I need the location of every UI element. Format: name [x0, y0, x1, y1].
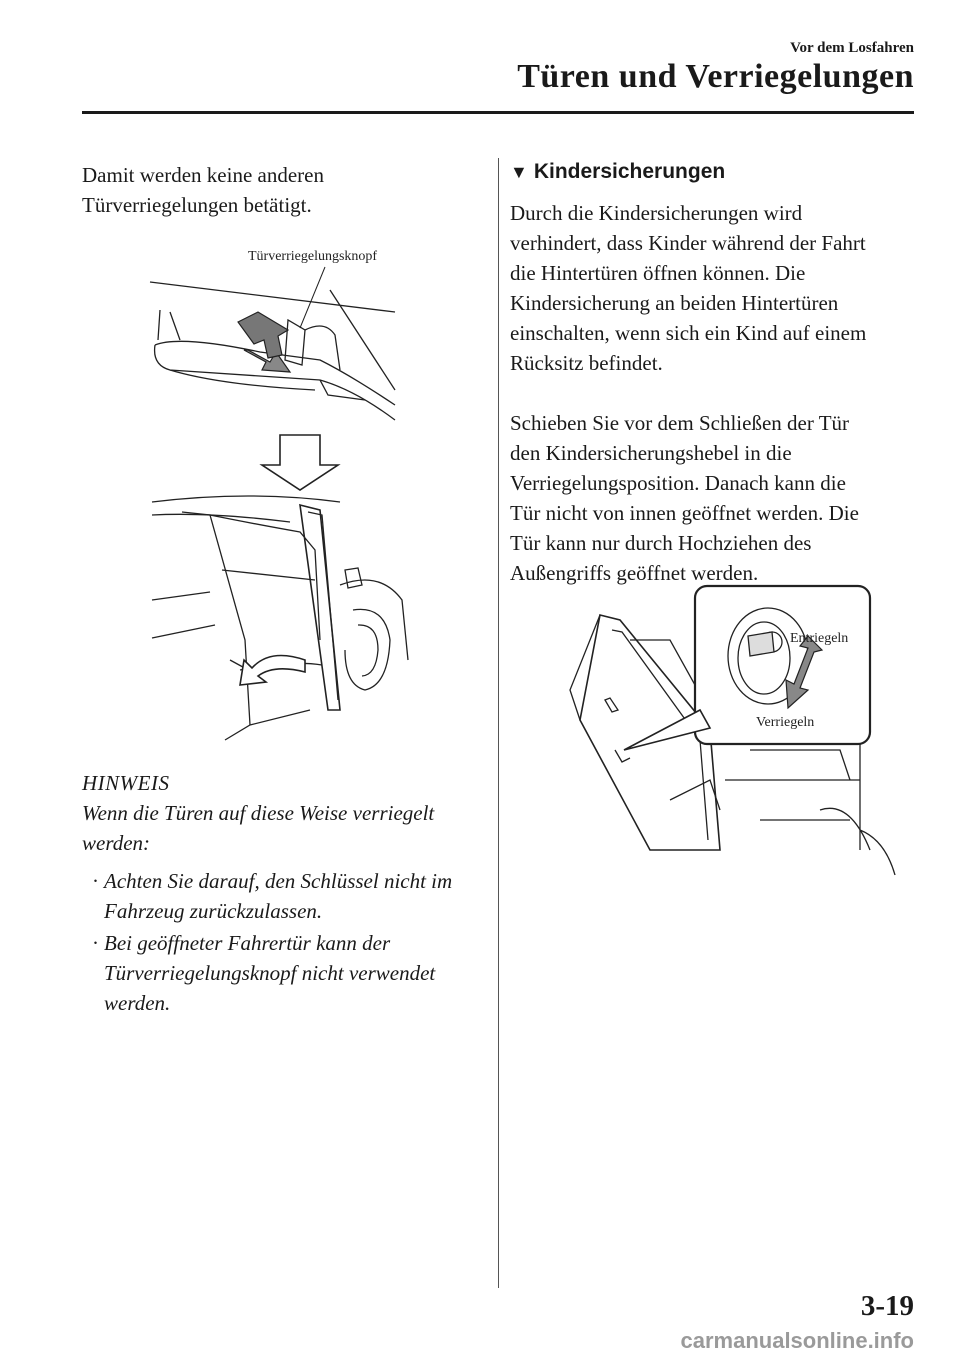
- down-arrow-icon: [262, 435, 338, 490]
- notice-item: · Achten Sie darauf, den Schlüssel nicht im Fahrzeug zurückzulassen.: [104, 866, 482, 926]
- unlock-label: Entriegeln: [790, 631, 849, 646]
- notice-list: [82, 866, 482, 1018]
- child-lock-paragraph-2: Schieben Sie vor dem Schließen der Tür den Kindersicherungshebel in die Verriegelungsposition. Danach kann die Tür nicht von innen geöffnet werden. Die Tür kann nur durch Hochziehen des Außengriffs geöffnet werden.: [510, 411, 859, 585]
- header-rule: [82, 111, 914, 114]
- door-lock-figure: [140, 240, 430, 750]
- notice-item: · Bei geöffneter Fahrertür kann der Türverriegelungsknopf nicht verwendet werden.: [104, 928, 482, 1018]
- notice-heading: HINWEIS: [82, 771, 170, 795]
- page-number: 3-19: [860, 1290, 914, 1322]
- child-lock-paragraph-1: Durch die Kindersicherungen wird verhindert, dass Kinder während der Fahrt die Hintertüren öffnen können. Die Kindersicherung an beiden Hintertüren einschalten, wenn sich ein Kind auf einem Rücksitz befindet.: [510, 201, 867, 375]
- subsection-heading: [510, 160, 920, 184]
- car-open-door-illustration: [152, 496, 408, 740]
- left-column: [82, 160, 482, 220]
- subsection-title: Kindersicherungen: [533, 160, 726, 183]
- open-door-arrow-icon: [240, 656, 305, 686]
- watermark: carmanualsonline.info: [680, 1328, 914, 1353]
- column-divider: [498, 158, 499, 1288]
- child-lock-figure: [560, 580, 900, 880]
- triangle-marker-icon: ▼: [510, 162, 528, 182]
- right-column: [510, 160, 920, 588]
- notice-text: Wenn die Türen auf diese Weise verriegelt werden:: [82, 801, 435, 855]
- lock-label: Verriegeln: [756, 715, 815, 730]
- page-title: Türen und Verriegelungen: [517, 58, 914, 95]
- intro-paragraph: Damit werden keine anderen Türverriegelungen betätigt.: [82, 163, 324, 217]
- section-header: Vor dem Losfahren: [790, 40, 914, 56]
- notice-box: [82, 768, 482, 1020]
- lock-knob-label: Türverriegelungsknopf: [248, 249, 378, 264]
